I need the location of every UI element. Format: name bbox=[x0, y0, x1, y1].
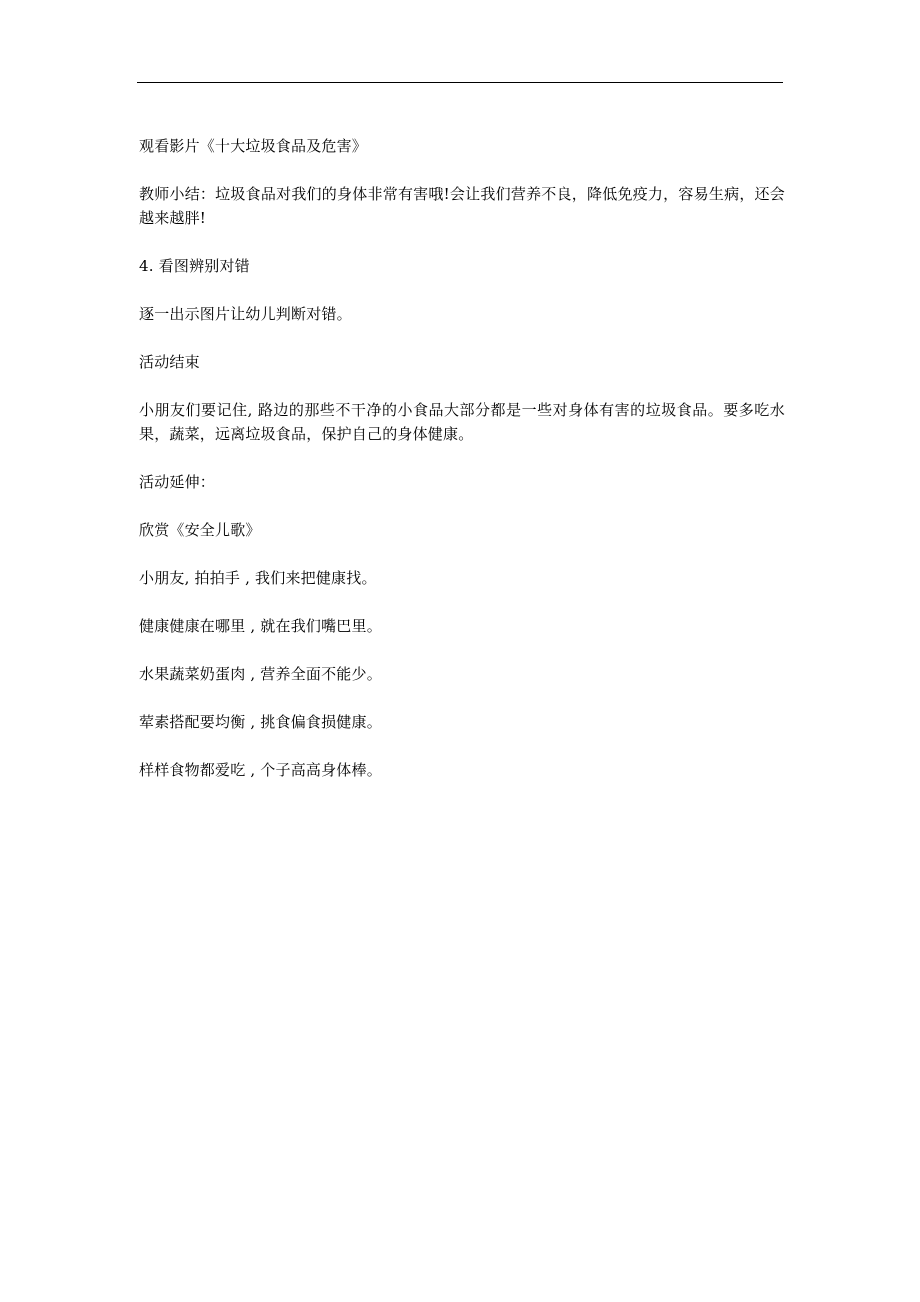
paragraph-reminder: 小朋友们要记住, 路边的那些不干净的小食品大部分都是一些对身体有害的垃圾食品。要多吃水果，蔬菜，远离垃圾食品，保护自己的身体健康。 bbox=[139, 401, 785, 443]
song-line-5: 样样食物都爱吃 , 个子高高身体棒。 bbox=[139, 761, 382, 779]
document-body bbox=[139, 134, 785, 782]
song-line-2: 健康健康在哪里 , 就在我们嘴巴里。 bbox=[139, 617, 382, 635]
song-line-4: 荤素搭配要均衡 , 挑食偏食损健康。 bbox=[139, 713, 382, 731]
heading-activity-end: 活动结束 bbox=[139, 353, 200, 371]
song-line-1: 小朋友, 拍拍手 , 我们来把健康找。 bbox=[139, 569, 377, 587]
song-line-3: 水果蔬菜奶蛋肉 , 营养全面不能少。 bbox=[139, 665, 382, 683]
paragraph-film: 观看影片《十大垃圾食品及危害》 bbox=[139, 137, 368, 155]
paragraph-show-pictures: 逐一出示图片让幼儿判断对错。 bbox=[139, 305, 352, 323]
heading-activity-extension: 活动延伸： bbox=[139, 473, 216, 491]
header-rule bbox=[137, 82, 783, 83]
heading-step-4: 4. 看图辨别对错 bbox=[139, 257, 250, 275]
paragraph-teacher-summary: 教师小结：垃圾食品对我们的身体非常有害哦!会让我们营养不良，降低免疫力，容易生病，还会越来越胖! bbox=[139, 185, 785, 227]
heading-song-title: 欣赏《安全儿歌》 bbox=[139, 521, 261, 539]
